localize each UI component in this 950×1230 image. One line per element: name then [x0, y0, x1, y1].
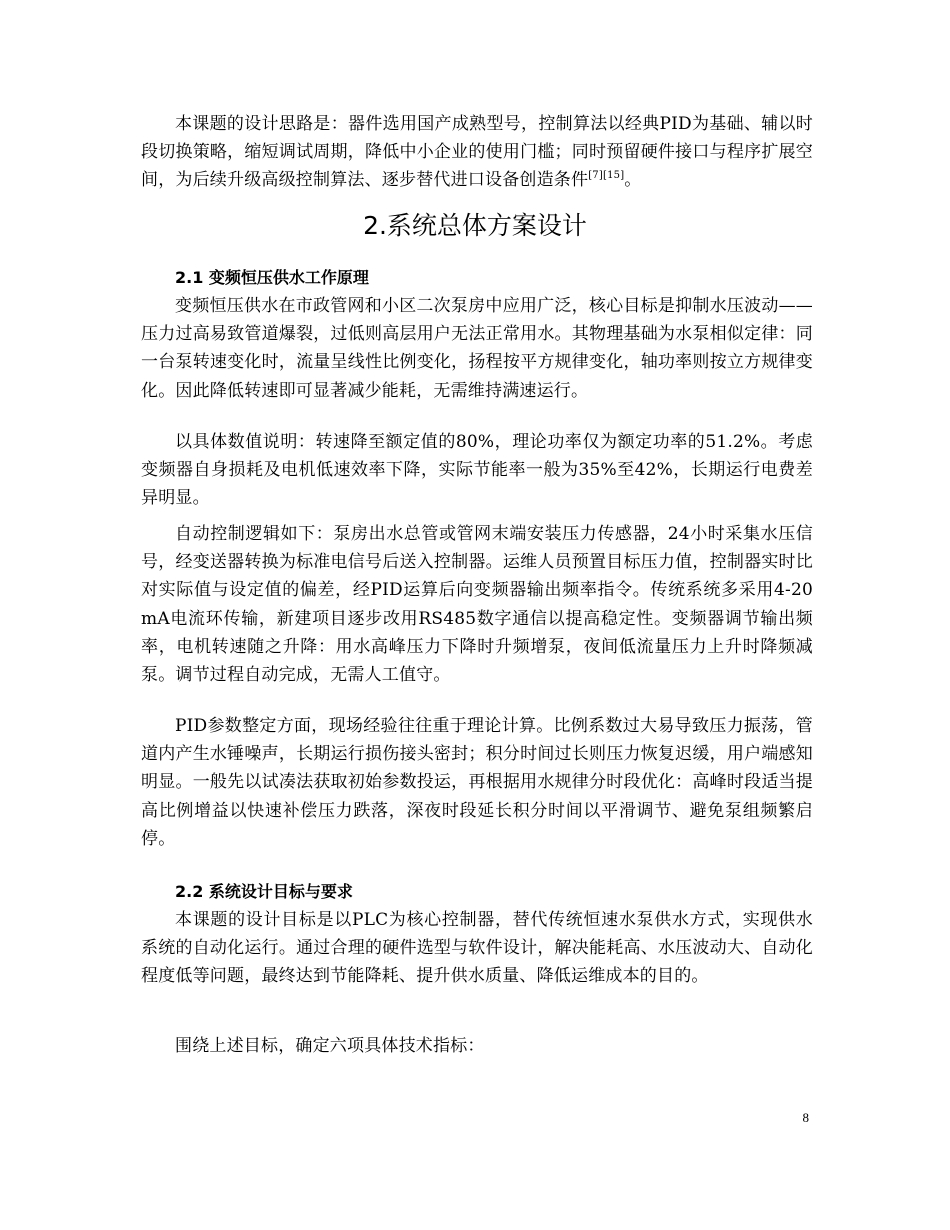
- section-heading-2-1: 2.1 变频恒压供水工作原理: [175, 268, 369, 287]
- intro-text: 本课题的设计思路是：器件选用国产成熟型号，控制算法以经典PID为基础、辅以时段切换策略，缩短调试周期，降低中小企业的使用门槛；同时预留硬件接口与程序扩展空间，为后续升级高级控制算法、逐步替代进口设备创造条件: [141, 114, 813, 191]
- paragraph-principle: 变频恒压供水在市政管网和小区二次泵房中应用广泛，核心目标是抑制水压波动——压力过高易致管道爆裂，过低则高层用户无法正常用水。其物理基础为水泵相似定律：同一台泵转速变化时，流量呈线性比例变化，扬程按平方规律变化，轴功率则按立方规律变化。因此降低转速即可显著减少能耗，无需维持满速运行。: [141, 296, 813, 401]
- intro-end: 。: [624, 170, 642, 191]
- paragraph-control-logic: 自动控制逻辑如下：泵房出水总管或管网末端安装压力传感器，24小时采集水压信号，经变送器转换为标准电信号后送入控制器。运维人员预置目标压力值，控制器实时比对实际值与设定值的偏差，经PID运算后向变频器输出频率指令。传统系统多采用4-20mA电流环传输，新建项目逐步改用RS485数字通信以提高稳定性。变频器调节输出频率，电机转速随之升降：用水高峰压力下降时升频增泵，夜间低流量压力上升时降频减泵。调节过程自动完成，无需人工值守。: [141, 524, 813, 686]
- paragraph-energy-example: 以具体数值说明：转速降至额定值的80%，理论功率仅为额定功率的51.2%。考虑变频器自身损耗及电机低速效率下降，实际节能率一般为35%至42%，长期运行电费差异明显。: [141, 432, 813, 509]
- section-heading-2-2: 2.2 系统设计目标与要求: [175, 882, 353, 901]
- paragraph-indicators: 围绕上述目标，确定六项具体技术指标：: [175, 1036, 485, 1056]
- paragraph-pid-tuning: PID参数整定方面，现场经验往往重于理论计算。比例系数过大易导致压力振荡，管道内产生水锤噪声，长期运行损伤接头密封；积分时间过长则压力恢复迟缓，用户端感知明显。一般先以试凑法获取初始参数投运，再根据用水规律分时段优化：高峰时段适当提高比例增益以快速补偿压力跌落，深夜时段延长积分时间以平滑调节、避免泵组频繁启停。: [141, 716, 813, 849]
- paragraph-design-goal: 本课题的设计目标是以PLC为核心控制器，替代传统恒速水泵供水方式，实现供水系统的自动化运行。通过合理的硬件选型与软件设计，解决能耗高、水压波动大、自动化程度低等问题，最终达到节能降耗、提升供水质量、降低运维成本的目的。: [141, 910, 813, 987]
- citation-ref[interactable]: [7][15]: [588, 170, 625, 182]
- intro-paragraph: [141, 110, 813, 195]
- page-number: 8: [802, 1110, 809, 1125]
- chapter-title: 2.系统总体方案设计: [363, 211, 587, 240]
